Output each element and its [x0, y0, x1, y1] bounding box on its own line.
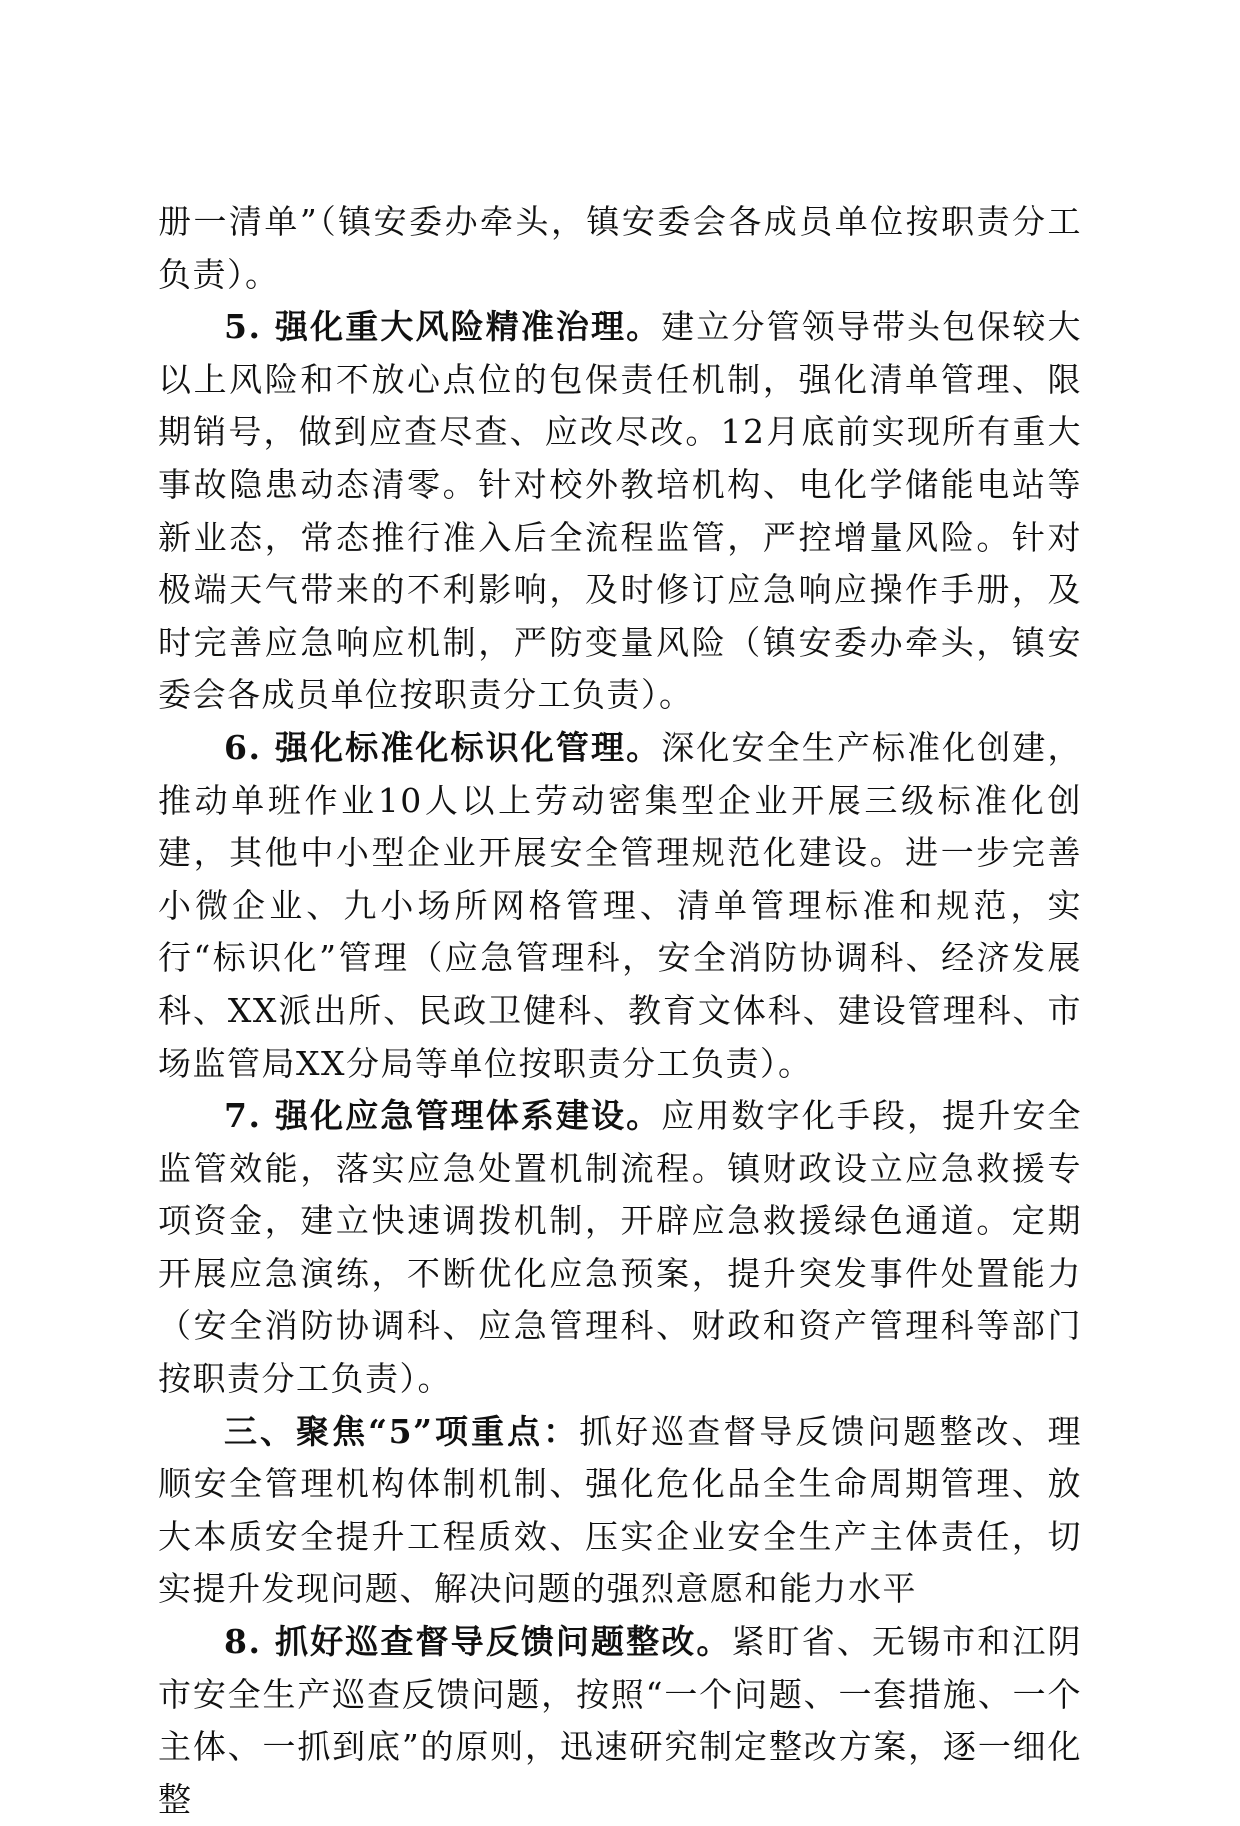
- paragraph-item-6: [158, 722, 1082, 1090]
- paragraph-heading: 6. 强化标准化标识化管理。: [224, 727, 662, 767]
- paragraph-item-7: [158, 1090, 1082, 1406]
- paragraph-item-8: [158, 1616, 1082, 1826]
- document-body: [158, 196, 1082, 1826]
- paragraph-heading: 5. 强化重大风险精准治理。: [224, 307, 662, 347]
- paragraph-text: 抓好巡查督导反馈问题整改、理顺安全管理机构体制机制、强化危化品全生命周期管理、放大本质安全提升工程质效、压实企业安全生产主体责任，切实提升发现问题、解决问题的强烈意愿和能力水平: [158, 1411, 1082, 1609]
- paragraph-heading: 8. 抓好巡查督导反馈问题整改。: [224, 1622, 732, 1662]
- paragraph-text: 应用数字化手段，提升安全监管效能，落实应急处置机制流程。镇财政设立应急救援专项资金，建立快速调拨机制，开辟应急救援绿色通道。定期开展应急演练，不断优化应急预案，提升突发事件处置能力（安全消防协调科、应急管理科、财政和资产管理科等部门按职责分工负责）。: [158, 1096, 1082, 1399]
- paragraph-continuation: [158, 196, 1082, 301]
- paragraph-item-5: [158, 301, 1082, 722]
- paragraph-text: 紧盯省、无锡市和江阴市安全生产巡查反馈问题，按照“一个问题、一套措施、一个主体、一抓到底”的原则，迅速研究制定整改方案，逐一细化整: [158, 1622, 1082, 1819]
- paragraph-text: 建立分管领导带头包保较大以上风险和不放心点位的包保责任机制，强化清单管理、限期销号，做到应查尽查、应改尽改。12月底前实现所有重大事故隐患动态清零。针对校外教培机构、电化学储能电站等新业态，常态推行准入后全流程监管，严控增量风险。针对极端天气带来的不利影响，及时修订应急响应操作手册，及时完善应急响应机制，严防变量风险（镇安委办牵头，镇安委会各成员单位按职责分工负责）。: [158, 307, 1082, 715]
- section-heading-3: [158, 1406, 1082, 1616]
- paragraph-text: 册一清单”（镇安委办牵头，镇安委会各成员单位按职责分工负责）。: [158, 202, 1082, 294]
- paragraph-heading: 7. 强化应急管理体系建设。: [224, 1096, 662, 1136]
- paragraph-text: 深化安全生产标准化创建，推动单班作业10人以上劳动密集型企业开展三级标准化创建，其他中小型企业开展安全管理规范化建设。进一步完善小微企业、九小场所网格管理、清单管理标准和规范，实行“标识化”管理（应急管理科，安全消防协调科、经济发展科、XX派出所、民政卫健科、教育文体科、建设管理科、市场监管局XX分局等单位按职责分工负责）。: [158, 727, 1082, 1083]
- paragraph-heading: 三、聚焦“5”项重点：: [224, 1411, 580, 1451]
